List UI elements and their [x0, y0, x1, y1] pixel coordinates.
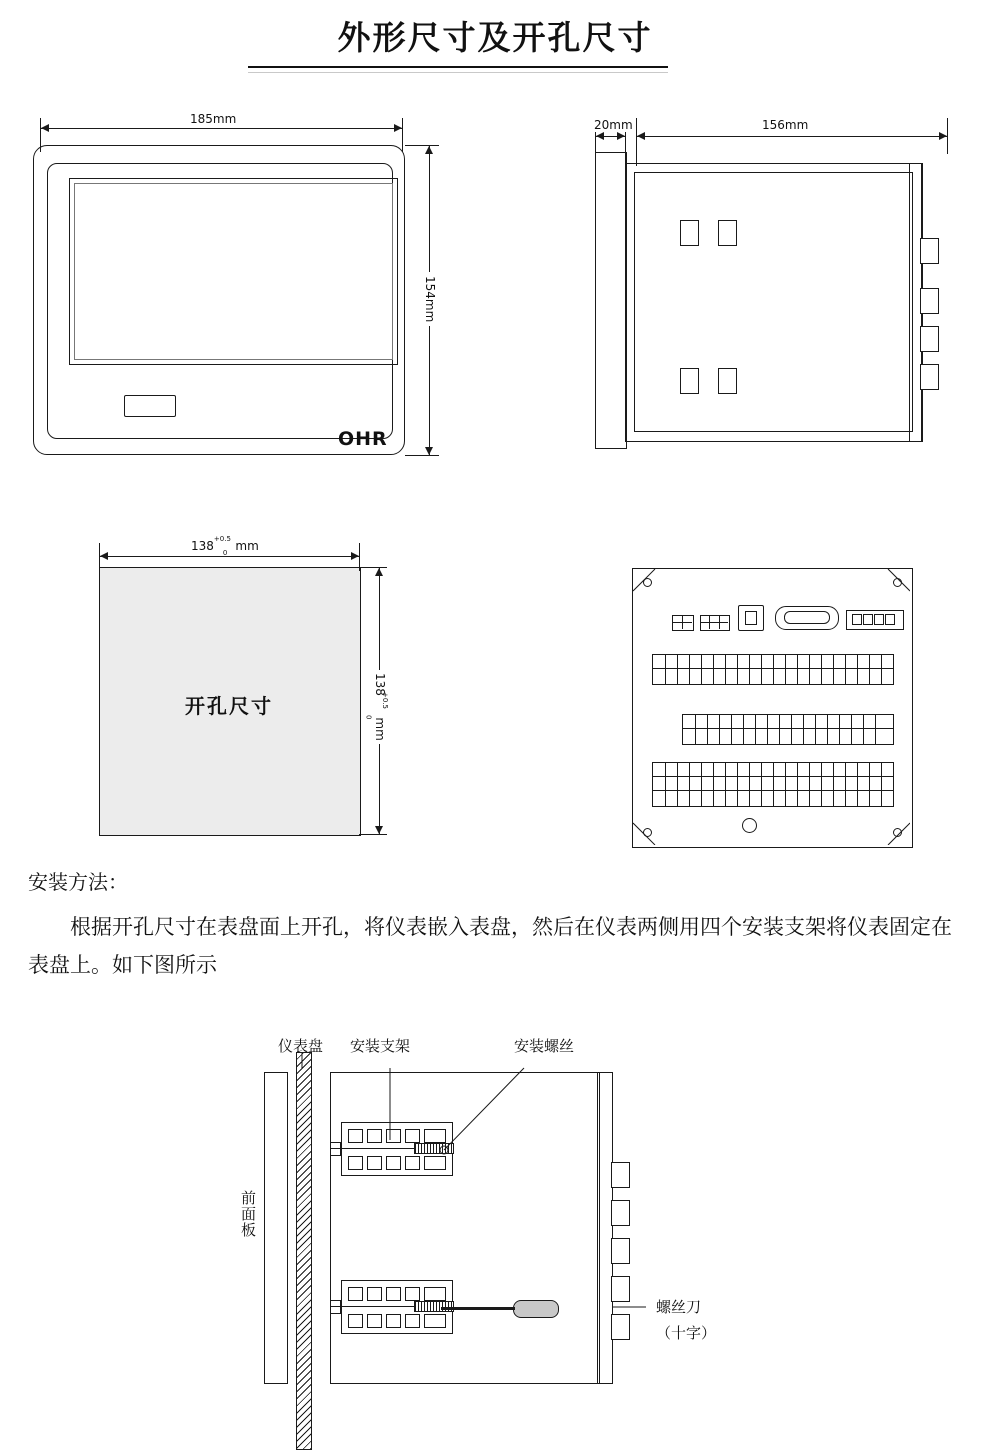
side-view-slot-3 [680, 368, 699, 394]
cutout-height-unit: mm [373, 717, 387, 741]
rear-screw-hole-bottom-left [643, 828, 652, 837]
rear-connector-block-b [700, 615, 730, 631]
cutout-width-tol-upper: +0.5 [213, 535, 231, 543]
label-meter-panel: 仪表盘 [278, 1037, 324, 1055]
front-height-ext-top [405, 145, 439, 146]
side-view-housing-inner [634, 172, 913, 432]
mount-leader-lines [264, 1030, 684, 1370]
side-depth-arrow-right [939, 132, 947, 140]
side-depth-dim-line [636, 136, 947, 137]
rear-connector-block-a-div2 [672, 622, 692, 623]
front-width-dim-line [40, 128, 402, 129]
install-heading: 安装方法： [28, 870, 128, 894]
front-view-display-inner [74, 183, 393, 360]
front-width-arrow-left [41, 124, 49, 132]
cutout-height-ext-bottom [359, 834, 387, 835]
front-width-arrow-right [394, 124, 402, 132]
rear-terminal-strip-2b [682, 728, 894, 745]
side-view-terminal-tab-1 [920, 238, 939, 264]
side-view-terminal-tab-2 [920, 288, 939, 314]
front-height-label: 154mm [423, 272, 437, 326]
cutout-width-arrow-left [100, 552, 108, 560]
rear-terminal-strip-1b [652, 668, 894, 685]
side-depth-ext-right [947, 118, 948, 154]
power-terminal-pin-2 [863, 614, 873, 625]
cutout-height-label [364, 670, 389, 744]
front-height-arrow-bottom [425, 447, 433, 455]
cutout-height-tol-upper: +0.5 [381, 691, 389, 709]
label-bracket: 安装支架 [350, 1037, 411, 1055]
label-screwdriver-sub: （十字） [656, 1324, 717, 1342]
power-terminal-pin-1 [852, 614, 862, 625]
side-flange-arrow-left [596, 132, 604, 140]
power-terminal-pin-4 [885, 614, 895, 625]
cutout-height-tol-lower: 0 [364, 714, 373, 720]
side-view-slot-4 [718, 368, 737, 394]
rear-terminal-strip-4 [652, 790, 894, 807]
front-height-ext-bottom [405, 455, 439, 456]
side-view-terminal-tab-3 [920, 326, 939, 352]
db9-port-inner [784, 611, 830, 624]
rear-screw-hole-bottom-right [893, 828, 902, 837]
cutout-height-value: 138 [373, 673, 387, 696]
page-title: 外形尺寸及开孔尺寸 [337, 18, 653, 57]
label-front-panel: 前面板 [239, 1190, 257, 1238]
brand-logo: OHR [338, 428, 388, 450]
rear-screw-hole-top-left [643, 578, 652, 587]
side-view-slot-1 [680, 220, 699, 246]
rear-connector-block-a [672, 615, 694, 631]
power-terminal-pin-3 [874, 614, 884, 625]
cutout-width-arrow-right [351, 552, 359, 560]
title-underline-shadow [248, 72, 668, 73]
rear-screw-hole-top-right [893, 578, 902, 587]
side-view-flange [595, 152, 627, 449]
cutout-width-label [188, 535, 262, 558]
title-underline [248, 66, 668, 68]
side-depth-label: 156mm [758, 118, 812, 132]
cutout-width-value: 138 [191, 539, 214, 553]
label-screw: 安装螺丝 [514, 1037, 575, 1055]
rear-connector-block-b-div3 [700, 622, 728, 623]
cutout-width-unit: mm [235, 539, 259, 553]
cutout-width-dim-line [99, 556, 359, 557]
cutout-height-arrow-bottom [375, 826, 383, 834]
side-depth-arrow-left [637, 132, 645, 140]
cutout-height-arrow-top [375, 568, 383, 576]
rj45-port-inner [745, 611, 757, 625]
install-paragraph: 根据开孔尺寸在表盘面上开孔，将仪表嵌入表盘，然后在仪表两侧用四个安装支架将仪表固定在表盘上。如下图所示 [28, 915, 952, 977]
front-view-button [124, 395, 176, 417]
side-flange-arrow-right [617, 132, 625, 140]
side-flange-label: 20mm [594, 118, 633, 132]
side-view-slot-2 [718, 220, 737, 246]
label-screwdriver: 螺丝刀 [656, 1298, 702, 1316]
front-height-arrow-top [425, 146, 433, 154]
front-width-label: 185mm [186, 112, 240, 126]
rear-center-hole [742, 818, 757, 833]
side-view-terminal-tab-4 [920, 364, 939, 390]
side-depth-ext-left [636, 118, 637, 166]
cutout-width-tol-lower: 0 [222, 549, 228, 558]
front-width-ext-right [402, 118, 403, 152]
cutout-label: 开孔尺寸 [185, 694, 273, 718]
